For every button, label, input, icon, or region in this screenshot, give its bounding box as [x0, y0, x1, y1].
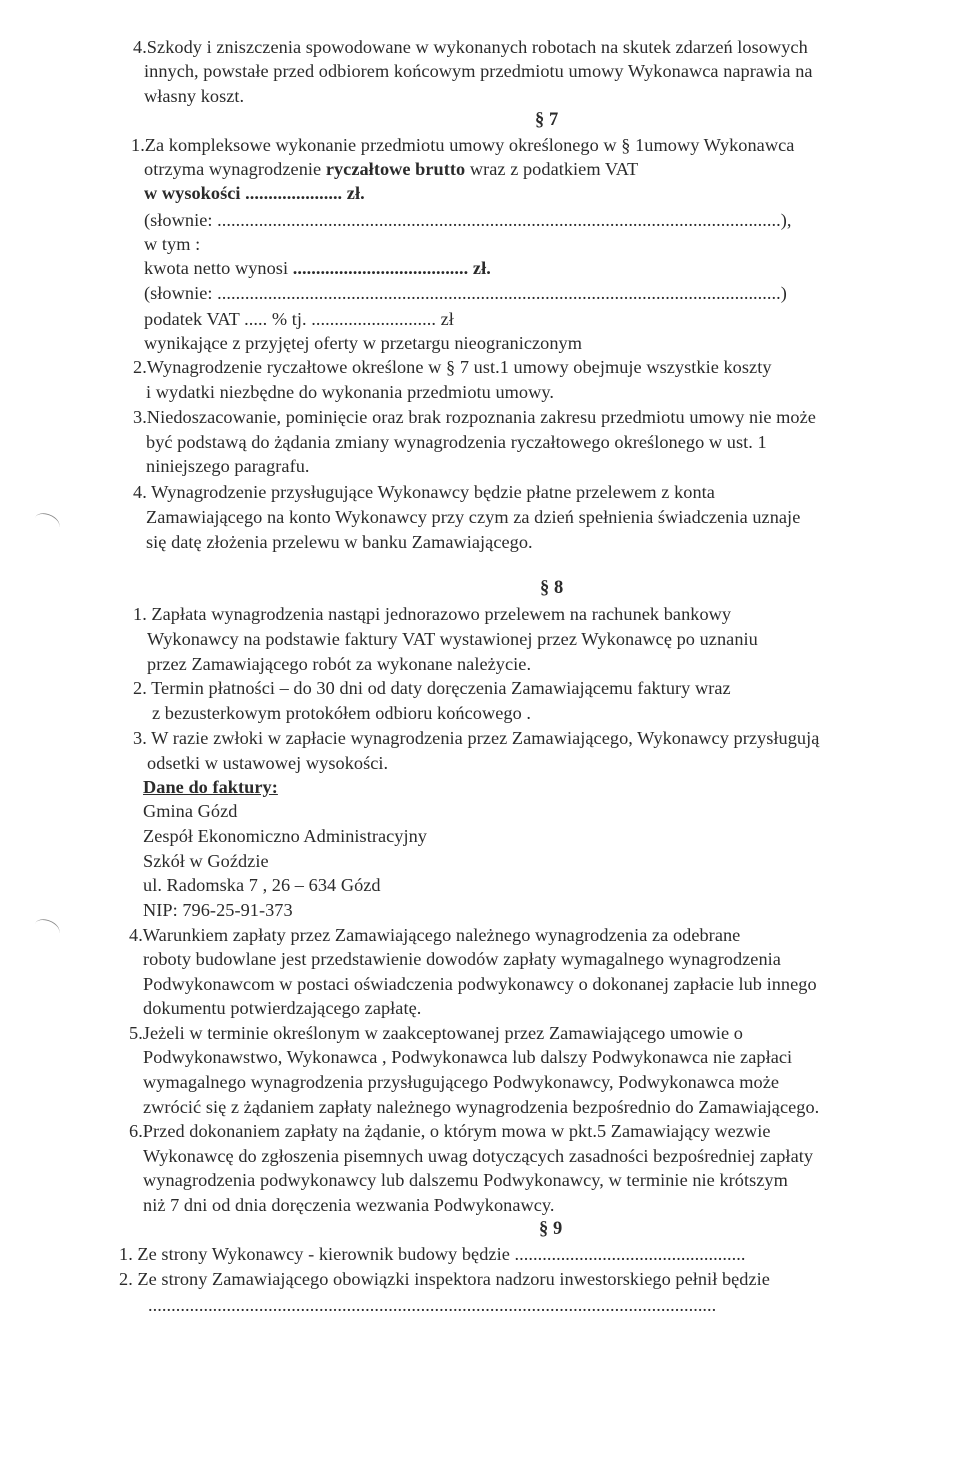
invoice-line: Zespół Ekonomiczno Administracyjny	[143, 826, 427, 846]
text-line: ...........................................................................................................................	[148, 1295, 717, 1315]
section-heading-7: § 7	[535, 110, 559, 130]
invoice-line: Gmina Gózd	[143, 801, 238, 821]
text-line: 1. Zapłata wynagrodzenia nastąpi jednorazowo przelewem na rachunek bankowy	[133, 604, 732, 624]
invoice-line: ul. Radomska 7 , 26 – 634 Gózd	[143, 875, 381, 895]
text-line: 5.Jeżeli w terminie określonym w zaakceptowanej przez Zamawiającego umowie o	[129, 1023, 743, 1043]
text-line: 3. W razie zwłoki w zapłacie wynagrodzenia przez Zamawiającego, Wykonawcy przysługują	[133, 728, 820, 748]
bold-text: ryczałtowe brutto	[325, 159, 466, 179]
text-line: 3.Niedoszacowanie, pominięcie oraz brak rozpoznania zakresu przedmiotu umowy nie może	[133, 407, 816, 427]
text-line: z bezusterkowym protokółem odbioru końcowego .	[152, 703, 532, 723]
text-line: Zamawiającego na konto Wykonawcy przy czym za dzień spełnienia świadczenia uznaje	[146, 507, 801, 527]
text-line: być podstawą do żądania zmiany wynagrodzenia ryczałtowego określonego w ust. 1	[146, 432, 767, 452]
text-line: Podwykonawcom w postaci oświadczenia podwykonawcy o dokonanej zapłacie lub innego	[143, 974, 817, 994]
text-line: dokumentu potwierdzającego zapłatę.	[143, 998, 422, 1018]
text-line: w tym :	[144, 234, 201, 254]
text-line: (słownie: ..........................................................................................................................),	[144, 210, 792, 230]
text-span: kwota netto wynosi	[144, 258, 293, 278]
text-line: Wykonawcy na podstawie faktury VAT wystawionej przez Wykonawcę po uznaniu	[147, 629, 758, 649]
text-line: się datę złożenia przelewu w banku Zamawiającego.	[146, 532, 533, 552]
text-line: 4.Szkody i zniszczenia spowodowane w wykonanych robotach na skutek zdarzeń losowych	[133, 37, 808, 57]
text-span: otrzyma wynagrodzenie	[144, 159, 326, 179]
text-line: 2. Termin płatności – do 30 dni od daty doręczenia Zamawiającemu faktury wraz	[133, 678, 731, 698]
text-line: wynikające z przyjętej oferty w przetargu nieograniczonym	[144, 333, 583, 353]
text-line: wynagrodzenia podwykonawcy lub dalszemu Podwykonawcy, w terminie nie krótszym	[143, 1170, 788, 1190]
text-line: 6.Przed dokonaniem zapłaty na żądanie, o którym mowa w pkt.5 Zamawiający wezwie	[129, 1121, 771, 1141]
text-span: wraz z podatkiem VAT	[465, 159, 639, 179]
text-line	[144, 157, 638, 181]
text-line: 4. Wynagrodzenie przysługujące Wykonawcy będzie płatne przelewem z konta	[133, 482, 715, 502]
text-line: Wykonawcę do zgłoszenia pisemnych uwag dotyczących zasadności bezpośredniej zapłaty	[143, 1146, 814, 1166]
text-line: odsetki w ustawowej wysokości.	[147, 753, 389, 773]
text-line: 2.Wynagrodzenie ryczałtowe określone w § 7 ust.1 umowy obejmuje wszystkie koszty	[133, 357, 772, 377]
text-line: Podwykonawstwo, Wykonawca , Podwykonawca lub dalszy Podwykonawca nie zapłaci	[143, 1047, 793, 1067]
text-line: podatek VAT ..... % tj. ........................... zł	[144, 309, 454, 329]
hole-punch-mark	[32, 916, 62, 942]
text-line: własny koszt.	[144, 86, 245, 106]
text-line: niż 7 dni od dnia doręczenia wezwania Podwykonawcy.	[143, 1195, 555, 1215]
text-line: (słownie: ..........................................................................................................................)	[144, 283, 787, 303]
text-line: wymagalnego wynagrodzenia przysługującego Podwykonawcy, Podwykonawca może	[143, 1072, 780, 1092]
section-heading-8: § 8	[540, 578, 564, 598]
text-line: i wydatki niezbędne do wykonania przedmiotu umowy.	[146, 382, 554, 402]
text-line: 2. Ze strony Zamawiającego obowiązki inspektora nadzoru inwestorskiego pełnił będzie	[119, 1269, 770, 1289]
text-line	[144, 256, 491, 280]
text-line: 1.Za kompleksowe wykonanie przedmiotu umowy określonego w § 1umowy Wykonawca	[131, 135, 795, 155]
text-line: roboty budowlane jest przedstawienie dowodów zapłaty wymagalnego wynagrodzenia	[143, 949, 781, 969]
invoice-line: Szkół w Goździe	[143, 851, 269, 871]
text-line: w wysokości ..................... zł.	[144, 183, 365, 203]
text-line: przez Zamawiającego robót za wykonane należycie.	[147, 654, 532, 674]
text-line: 4.Warunkiem zapłaty przez Zamawiającego należnego wynagrodzenia za odebrane	[129, 925, 741, 945]
text-line: innych, powstałe przed odbiorem końcowym przedmiotu umowy Wykonawca naprawia na	[144, 61, 813, 81]
hole-punch-mark	[32, 510, 62, 536]
text-line: niniejszego paragrafu.	[146, 456, 310, 476]
text-line: 1. Ze strony Wykonawcy - kierownik budowy będzie ..................................................	[119, 1244, 746, 1264]
text-line: zwrócić się z żądaniem zapłaty należnego wynagrodzenia bezpośrednio do Zamawiającego.	[143, 1097, 820, 1117]
bold-text: ...................................... zł.	[292, 258, 491, 278]
invoice-line: NIP: 796-25-91-373	[143, 900, 293, 920]
invoice-data-heading: Dane do faktury:	[143, 777, 278, 797]
section-heading-9: § 9	[539, 1219, 563, 1239]
